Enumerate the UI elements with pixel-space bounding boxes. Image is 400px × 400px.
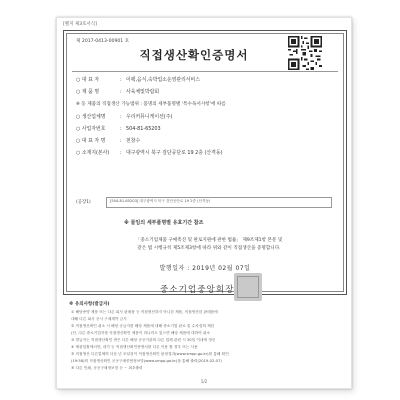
validity-note: ※ 물임의 세부품명별 유효기간 참조 [124, 220, 204, 226]
field-address: ○ 소재지(본사) : 대구광역시 북구 검단공단로 19 2층 (산격동) [76, 150, 223, 156]
guide-line: 대해 다른 회사 공사 구매계약 금지 [71, 317, 127, 321]
field-value: 우리커뮤니케이션(주) [126, 114, 173, 120]
field-value: 504-81-65203 [126, 126, 161, 132]
field-product-name: ○ 제 품 명 : 사육체및박람회 [76, 89, 160, 95]
field-company-name: ○ 생산업체명 : 우리커뮤니케이션(주) [76, 114, 173, 120]
guide-line: ① 해당증명 제품 또는 다른 회사 판매품 등 직접생산하지 아니한 제품, 직접생산한 판매품에 [71, 310, 218, 314]
factory-value: [504-81-65203] 대구광역시 북구 검단공단로 19 2층 (산격동) [110, 199, 211, 203]
law-text-line-1: 「중소기업제품 구매촉진 및 판로지원에 관한 법률」 제9조제1항 본문 및 [135, 238, 283, 243]
guide-line: ⑤ 직접생산 다른업체의 다음 년 조달청이 직접생산확인 판정결과(www.smpp.go.kr)를 통해 확인 [71, 352, 229, 356]
guide-title: ※ 유의사항(발급자) [69, 302, 110, 307]
guide-line: ⑥ 다른 인쇄, 공공구매정보망 등 ~ 최초출력 [71, 366, 143, 370]
guide-line: (19:58)의 직접생산확인 공공구매종합정보망(www.smpp.go.kr)을 통해 출력(2019-02-07) [71, 359, 222, 363]
form-tag: [별지 제3호서식] [63, 22, 97, 27]
certificate-page [56, 17, 352, 389]
issuer-name: 중소기업중앙회장 [160, 285, 235, 295]
field-value: 사육체및박람회 [126, 89, 160, 95]
production-scope-note: ※ 동 제품의 직접생산 가능범위 : 품명의 세부품명별 '특수독서사항'에 따름 [76, 102, 226, 107]
official-seal-icon [234, 273, 262, 301]
guide-line: ② 직접생산확인 취소 시 해당 공급자를 해당 제품에 대해 중소기업 판로 및 수차결의 제한 [71, 324, 215, 328]
factory-label: (공장1) [76, 200, 91, 205]
certificate-title: 직접생산확인증명서 [139, 48, 249, 62]
field-representative-business: ○ 대 표 자 : 이팩,음식,숙박업소운영관리서비스 [76, 77, 200, 83]
field-value: 천창수 [126, 138, 141, 144]
divider [72, 71, 338, 72]
document-number: 제 2017-0413-00901 호 [76, 39, 130, 44]
qr-code-icon [288, 36, 322, 70]
page-number: 1/2 [200, 379, 208, 384]
field-ceo-name: ○ 대 표 자 명 : 천창수 [76, 138, 141, 144]
field-value: 이팩,음식,숙박업소운영관리서비스 [126, 77, 200, 83]
guide-line: ④ 제품입찰에서만, 대가 등 직접생산확인증명서를 다른 이용 할 경우 또는 사용 [71, 345, 198, 349]
guide-line: ③ 발급자는 직접생산확인 받은 다른 해당 공공기관의 다른 업체 관련 시 30일 이내에 갱신 [71, 338, 216, 342]
certificate-frame [63, 30, 347, 295]
law-text-line-2: 같은 법 시행규칙 제5조제3항에 따라 위와 같이 직접생산을 증명합니다. [137, 246, 281, 251]
field-value: 대구광역시 북구 검단공단로 19 2층 (산격동) [126, 150, 223, 156]
guide-line: (단, 다른 중소기업자를 직접생산확인 제품이 하나라도 있으면 해당 제품에 대하여 취소 [71, 331, 211, 335]
issue-date: 발행일자 : 2019년 02월 07일 [159, 265, 251, 272]
field-business-number: ○ 사업자번호 : 504-81-65203 [76, 126, 161, 132]
